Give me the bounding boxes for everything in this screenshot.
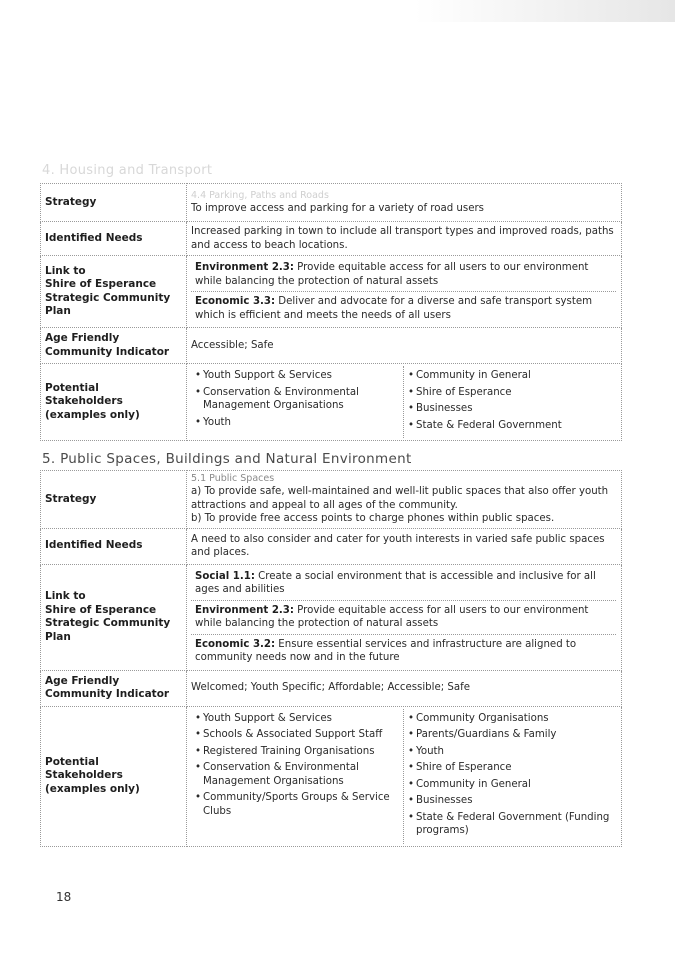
link-item-environment: Environment 2.3: Provide equitable access for all users to our environment while balancing the protection of natural assets: [195, 262, 589, 287]
list-item: • Youth Support & Services: [195, 712, 399, 726]
list-item: • Registered Training Organisations: [195, 745, 399, 759]
corner-gradient: [415, 0, 675, 22]
strategy-label: Strategy: [41, 471, 187, 529]
age-text: Welcomed; Youth Specific; Affordable; Accessible; Safe: [187, 670, 622, 706]
stakeholders-cell: [187, 364, 622, 441]
list-item: • Conservation & Environmental Management Organisations: [195, 761, 399, 788]
strategy-cell: [187, 471, 622, 529]
age-label: Age Friendly Community Indicator: [41, 670, 187, 706]
stakeholders-row: [41, 364, 622, 441]
link-item-environment: Environment 2.3: Provide equitable access for all users to our environment while balancing the protection of natural assets: [191, 600, 616, 634]
list-item: • Businesses: [408, 794, 612, 808]
needs-text: Increased parking in town to include all transport types and improved roads, paths and access to beach locations.: [187, 222, 622, 256]
stakeholders-col-2: [404, 366, 617, 438]
list-item: • Youth: [408, 745, 612, 759]
strategy-point-b: b) To provide free access points to charge phones within public spaces.: [191, 513, 555, 524]
link-cell: [187, 256, 622, 328]
link-item-economic: Economic 3.2: Ensure essential services and infrastructure are aligned to community needs now and in the future: [191, 634, 616, 668]
stakeholders-cell: [187, 706, 622, 846]
strategy-point-a: a) To provide safe, well-maintained and well-lit public spaces that also offer youth attractions and appeal to all ages of the community.: [191, 486, 609, 511]
stakeholders-row: [41, 706, 622, 846]
stakeholders-columns: [191, 709, 616, 844]
link-cell: [187, 564, 622, 670]
list-item: • Youth Support & Services: [195, 369, 399, 383]
age-row: [41, 670, 622, 706]
needs-label: Identified Needs: [41, 222, 187, 256]
age-label: Age Friendly Community Indicator: [41, 328, 187, 364]
list-item: • State & Federal Government (Funding programs): [408, 811, 612, 838]
strategy-row: [41, 184, 622, 222]
list-item: • Community Organisations: [408, 712, 612, 726]
page-number: 18: [56, 890, 72, 904]
link-item-social: Social 1.1: Create a social environment that is accessible and inclusive for all ages and abilities: [195, 570, 596, 595]
list-item: • Community in General: [408, 778, 612, 792]
list-item: • Schools & Associated Support Staff: [195, 728, 399, 742]
needs-text: A need to also consider and cater for youth interests in varied safe public spaces and places.: [187, 528, 622, 564]
stakeholders-label: Potential Stakeholders (examples only): [41, 364, 187, 441]
stakeholders-label: Potential Stakeholders (examples only): [41, 706, 187, 846]
list-item: • Community in General: [408, 369, 612, 383]
link-label: Link to Shire of Esperance Strategic Community Plan: [41, 564, 187, 670]
link-row: [41, 564, 622, 670]
strategy-row: [41, 471, 622, 529]
strategy-text: To improve access and parking for a variety of road users: [191, 202, 484, 214]
stakeholders-columns: [191, 366, 616, 438]
age-row: [41, 328, 622, 364]
strategy-subheading: 4.4 Parking, Paths and Roads: [191, 189, 329, 201]
list-item: • Businesses: [408, 402, 612, 416]
stakeholders-col-2: [404, 709, 617, 844]
strategy-cell: [187, 184, 622, 222]
section-4-title: 4. Housing and Transport: [42, 163, 213, 178]
list-item: • Conservation & Environmental Management Organisations: [195, 386, 399, 413]
section-5-title: 5. Public Spaces, Buildings and Natural Environment: [42, 451, 412, 467]
list-item: • Shire of Esperance: [408, 386, 612, 400]
list-item: • Community/Sports Groups & Service Clubs: [195, 791, 399, 818]
needs-row: [41, 528, 622, 564]
list-item: • Parents/Guardians & Family: [408, 728, 612, 742]
strategy-subheading: 5.1 Public Spaces: [191, 473, 275, 484]
list-item: • State & Federal Government: [408, 419, 612, 433]
link-label: Link to Shire of Esperance Strategic Community Plan: [41, 256, 187, 328]
stakeholders-col-1: [191, 709, 404, 844]
age-text: Accessible; Safe: [187, 328, 622, 364]
needs-label: Identified Needs: [41, 528, 187, 564]
strategy-label: Strategy: [41, 184, 187, 222]
stakeholders-col-1: [191, 366, 404, 438]
link-item-economic: Economic 3.3: Deliver and advocate for a diverse and safe transport system which is efficient and meets the needs of all users: [191, 291, 616, 325]
section-4-table: [40, 183, 622, 441]
section-5-table: [40, 470, 622, 847]
list-item: • Shire of Esperance: [408, 761, 612, 775]
list-item: • Youth: [195, 416, 399, 430]
needs-row: [41, 222, 622, 256]
link-row: [41, 256, 622, 328]
